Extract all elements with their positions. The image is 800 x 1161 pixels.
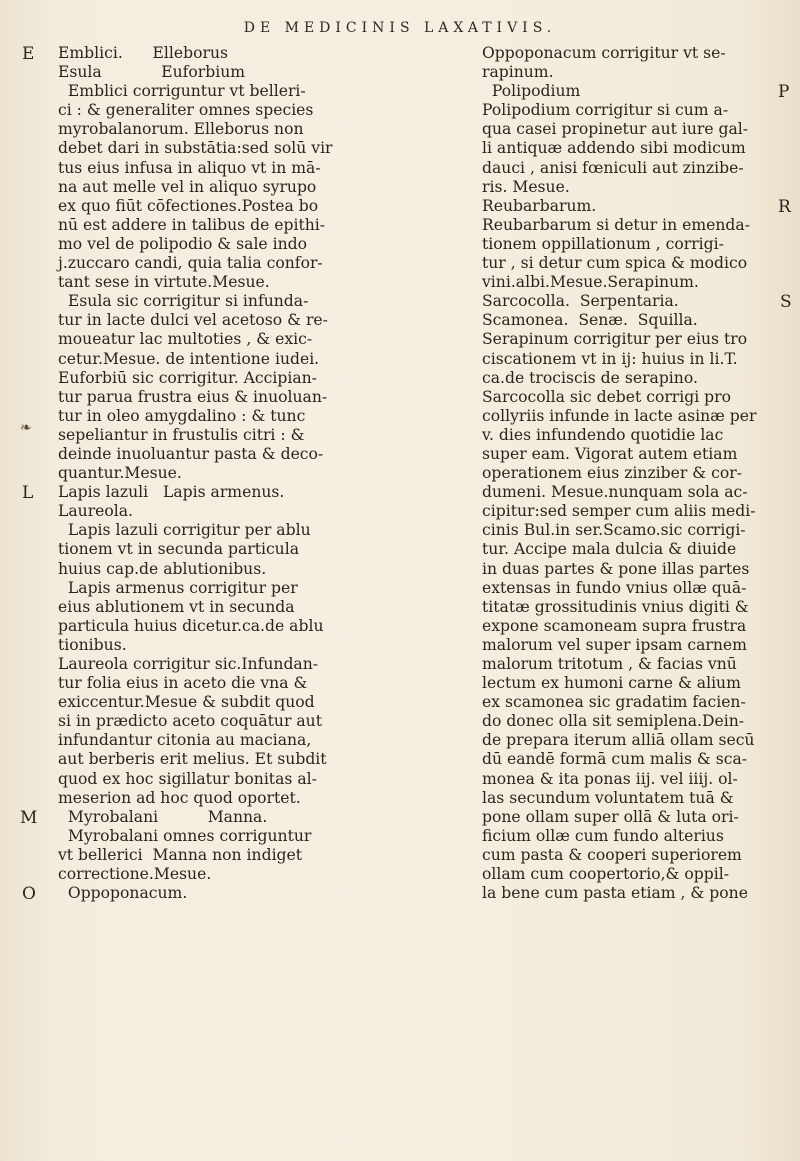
text-line: infundantur citonia au maciana, xyxy=(58,731,312,750)
text-line: Scamonea. Senæ. Squilla. xyxy=(482,311,698,330)
margin-letter-s: S xyxy=(780,292,792,312)
text-line: expone scamoneam supra frustra xyxy=(482,616,747,635)
left-column xyxy=(58,44,468,903)
text-line: monea & ita ponas iij. vel iiij. ol- xyxy=(482,769,738,788)
text-line: tionem vt in secunda particula xyxy=(58,540,300,559)
text-line: Esula sic corrigitur si infunda- xyxy=(58,292,309,311)
text-line: vt bellerici Manna non indiget xyxy=(58,845,303,864)
text-line: nū est addere in talibus de epithi- xyxy=(58,215,326,234)
text-line: tionem oppillationum , corrigi- xyxy=(482,234,724,253)
text-line: aut berberis erit melius. Et subdit xyxy=(58,750,327,769)
text-line: v. dies infundendo quotidie lac xyxy=(482,425,724,444)
text-line: Laureola. xyxy=(58,502,134,521)
fleuron-ornament-icon: ❧ xyxy=(20,420,32,436)
running-head: DE MEDICINIS LAXATIVIS. xyxy=(243,20,557,36)
text-line: tur folia eius in aceto die vna & xyxy=(58,674,308,693)
text-line: ex scamonea sic gradatim facien- xyxy=(482,693,746,712)
text-line: malorum tritotum , & facias vnū xyxy=(482,655,737,673)
text-line: ca.de trociscis de serapino. xyxy=(482,368,698,387)
text-line: exiccentur.Mesue & subdit quod xyxy=(58,693,315,712)
text-line: super eam. Vigorat autem etiam xyxy=(482,444,738,463)
text-line: pone ollam super ollā & luta ori- xyxy=(482,807,739,826)
text-line: sepeliantur in frustulis citri : & xyxy=(58,425,305,444)
margin-letter-l: L xyxy=(22,483,34,503)
text-line: meserion ad hoc quod oportet. xyxy=(58,788,301,807)
text-line: la bene cum pasta etiam , & pone xyxy=(482,884,748,903)
text-line: Emblici. Elleborus xyxy=(58,44,229,62)
text-line: ciscationem vt in ij: huius in li.T. xyxy=(482,349,738,368)
text-line: cipitur:sed semper cum aliis medi- xyxy=(482,502,756,521)
text-line: dauci , anisi fœniculi aut zinzibe- xyxy=(482,158,744,177)
text-line: Myrobalani omnes corriguntur xyxy=(58,826,312,845)
text-line: na aut melle vel in aliquo syrupo xyxy=(58,177,317,196)
text-line: j.zuccaro candi, quia talia confor- xyxy=(58,254,323,273)
text-line: Reubarbarum si detur in emenda- xyxy=(482,215,750,234)
text-line: qua casei propinetur aut iure gal- xyxy=(482,120,749,139)
text-line: mo vel de polipodio & sale indo xyxy=(58,234,308,253)
text-line: Laureola corrigitur sic.Infundan- xyxy=(58,655,319,673)
text-line: dumeni. Mesue.nunquam sola ac- xyxy=(482,483,748,502)
text-line: Euforbiū sic corrigitur. Accipian- xyxy=(58,368,317,387)
text-line: correctione.Mesue. xyxy=(58,865,212,884)
text-line: tur parua frustra eius & inuoluan- xyxy=(58,387,328,406)
text-line: quantur.Mesue. xyxy=(58,464,182,483)
text-line: titatæ grossitudinis vnius digiti & xyxy=(482,597,749,616)
text-line: Oppoponacum. xyxy=(58,884,188,903)
text-line: Emblici corriguntur vt belleri- xyxy=(58,82,306,101)
text-line: Myrobalani Manna. xyxy=(58,807,268,826)
text-line: particula huius dicetur.ca.de ablu xyxy=(58,616,324,635)
text-line: cetur.Mesue. de intentione iudei. xyxy=(58,349,320,368)
text-line: deinde inuoluantur pasta & deco- xyxy=(58,444,324,463)
text-line: de prepara iterum alliā ollam secū xyxy=(482,731,755,750)
text-line: cinis Bul.in ser.Scamo.sic corrigi- xyxy=(482,521,746,540)
text-line: tus eius infusa in aliquo vt in mā- xyxy=(58,158,321,177)
text-line: Sarcocolla sic debet corrigi pro xyxy=(482,387,731,406)
text-line: tur in oleo amygdalino : & tunc xyxy=(58,406,306,425)
text-line: tionibus. xyxy=(58,635,127,654)
text-line: ficium ollæ cum fundo alterius xyxy=(482,826,724,845)
text-line: cum pasta & cooperi superiorem xyxy=(482,845,742,864)
margin-letter-p: P xyxy=(778,82,790,102)
text-line: Lapis lazuli Lapis armenus. xyxy=(58,483,285,502)
text-line: tant sese in virtute.Mesue. xyxy=(58,273,270,292)
text-line: Oppoponacum corrigitur vt se- xyxy=(482,44,726,62)
text-line: tur. Accipe mala dulcia & diuide xyxy=(482,540,737,559)
text-line: Reubarbarum. xyxy=(482,196,597,215)
text-line: Polipodium xyxy=(482,82,581,101)
text-line: las secundum voluntatem tuā & xyxy=(482,788,734,807)
text-line: Sarcocolla. Serpentaria. xyxy=(482,292,679,311)
margin-letter-r: R xyxy=(778,197,791,217)
text-line: dū eandē formā cum malis & sca- xyxy=(482,750,748,769)
text-line: Lapis lazuli corrigitur per ablu xyxy=(58,521,311,540)
text-line: Esula Euforbium xyxy=(58,63,246,82)
text-line: Polipodium corrigitur si cum a- xyxy=(482,101,729,120)
margin-letter-m: M xyxy=(20,808,38,828)
text-line: malorum vel super ipsam carnem xyxy=(482,635,747,654)
text-line: tur in lacte dulci vel acetoso & re- xyxy=(58,311,328,330)
text-line: debet dari in substātia:sed solū vir xyxy=(58,139,333,158)
text-line: si in prædicto aceto coquātur aut xyxy=(58,712,322,731)
text-line: ris. Mesue. xyxy=(482,177,570,196)
text-line: li antiquæ addendo sibi modicum xyxy=(482,139,746,158)
text-line: in duas partes & pone illas partes xyxy=(482,559,750,578)
text-line: vini.albi.Mesue.Serapinum. xyxy=(482,273,699,292)
text-line: Serapinum corrigitur per eius tro xyxy=(482,330,748,349)
text-line: myrobalanorum. Elleborus non xyxy=(58,120,304,139)
text-line: moueatur lac multoties , & exic- xyxy=(58,330,313,349)
right-column xyxy=(482,44,772,903)
text-line: tur , si detur cum spica & modico xyxy=(482,254,748,273)
text-line: eius ablutionem vt in secunda xyxy=(58,597,295,616)
text-line: huius cap.de ablutionibus. xyxy=(58,559,267,578)
margin-letter-o: O xyxy=(22,884,36,904)
text-line: quod ex hoc sigillatur bonitas al- xyxy=(58,769,317,788)
text-line: rapinum. xyxy=(482,63,554,82)
text-line: lectum ex humoni carne & alium xyxy=(482,674,741,693)
text-line: operationem eius zinziber & cor- xyxy=(482,464,742,483)
text-line: do donec olla sit semiplena.Dein- xyxy=(482,712,745,731)
text-line: ex quo fiūt cōfectiones.Postea bo xyxy=(58,196,319,215)
text-line: ci : & generaliter omnes species xyxy=(58,101,314,120)
text-line: Lapis armenus corrigitur per xyxy=(58,578,298,597)
margin-letter-e: E xyxy=(22,44,35,64)
text-line: collyriis infunde in lacte asinæ per xyxy=(482,406,757,425)
text-line: extensas in fundo vnius ollæ quā- xyxy=(482,578,747,597)
text-line: ollam cum coopertorio,& oppil- xyxy=(482,865,729,884)
